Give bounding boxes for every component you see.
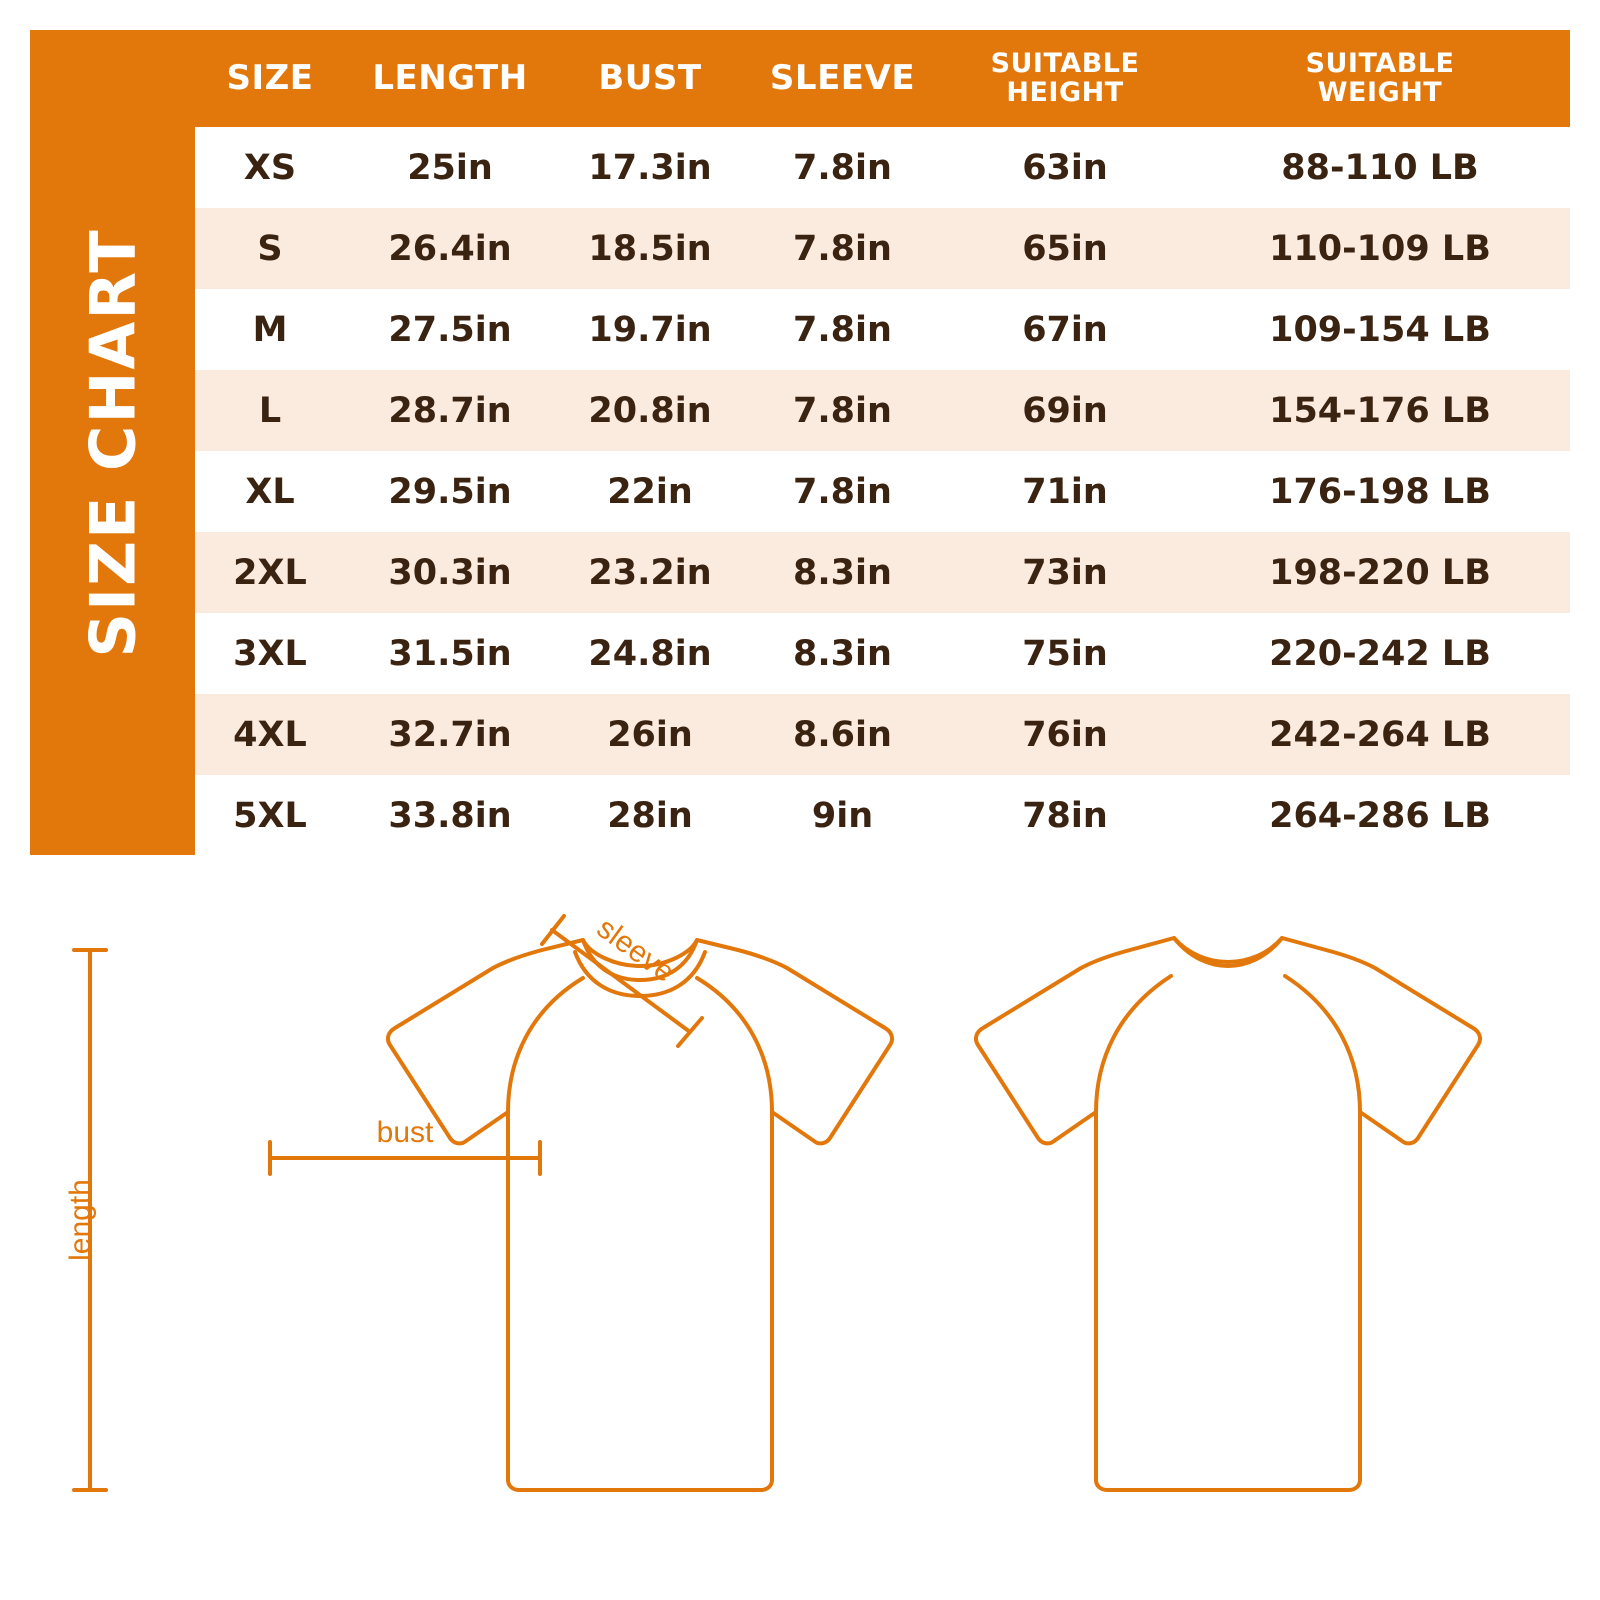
table-row [195, 127, 1570, 208]
cell-size: 2XL [195, 532, 345, 613]
cell-size: L [195, 370, 345, 451]
cell-weight: 154-176 LB [1190, 370, 1570, 451]
table-row [195, 532, 1570, 613]
table-row [195, 289, 1570, 370]
cell-length: 32.7in [345, 694, 555, 775]
cell-bust: 23.2in [555, 532, 745, 613]
cell-height: 65in [940, 208, 1190, 289]
cell-sleeve: 9in [745, 775, 940, 856]
column-header-suitable-height-line1: SUITABLE [990, 48, 1140, 80]
size-chart-block [30, 30, 1570, 855]
cell-weight: 109-154 LB [1190, 289, 1570, 370]
cell-size: 5XL [195, 775, 345, 856]
table-row [195, 451, 1570, 532]
cell-height: 75in [940, 613, 1190, 694]
table-header-row [195, 30, 1570, 127]
cell-weight: 264-286 LB [1190, 775, 1570, 856]
column-header-suitable-weight-line1: SUITABLE [1305, 48, 1455, 80]
table-row [195, 208, 1570, 289]
cell-size: M [195, 289, 345, 370]
column-header-suitable-height-line2: HEIGHT [1006, 76, 1124, 108]
cell-weight: 110-109 LB [1190, 208, 1570, 289]
size-chart-title-column [30, 30, 195, 855]
size-table-header [195, 30, 1570, 127]
cell-weight: 88-110 LB [1190, 127, 1570, 208]
cell-sleeve: 8.3in [745, 532, 940, 613]
cell-length: 25in [345, 127, 555, 208]
cell-sleeve: 7.8in [745, 289, 940, 370]
cell-size: 3XL [195, 613, 345, 694]
cell-bust: 18.5in [555, 208, 745, 289]
cell-bust: 24.8in [555, 613, 745, 694]
cell-sleeve: 8.6in [745, 694, 940, 775]
cell-bust: 28in [555, 775, 745, 856]
cell-length: 27.5in [345, 289, 555, 370]
column-header-size: SIZE [195, 30, 345, 127]
cell-length: 31.5in [345, 613, 555, 694]
cell-height: 76in [940, 694, 1190, 775]
cell-weight: 176-198 LB [1190, 451, 1570, 532]
column-header-sleeve: SLEEVE [745, 30, 940, 127]
cell-length: 26.4in [345, 208, 555, 289]
cell-size: XS [195, 127, 345, 208]
cell-bust: 19.7in [555, 289, 745, 370]
cell-length: 33.8in [345, 775, 555, 856]
cell-weight: 242-264 LB [1190, 694, 1570, 775]
cell-length: 30.3in [345, 532, 555, 613]
cell-bust: 26in [555, 694, 745, 775]
cell-sleeve: 7.8in [745, 208, 940, 289]
table-row [195, 694, 1570, 775]
cell-sleeve: 8.3in [745, 613, 940, 694]
tshirt-back-outline [976, 938, 1480, 1490]
cell-size: 4XL [195, 694, 345, 775]
bust-label: bust [376, 1116, 434, 1149]
cell-weight: 198-220 LB [1190, 532, 1570, 613]
cell-size: S [195, 208, 345, 289]
size-table [195, 30, 1570, 856]
cell-height: 67in [940, 289, 1190, 370]
column-header-suitable-height [940, 30, 1190, 127]
table-row [195, 775, 1570, 856]
size-table-body [195, 127, 1570, 856]
column-header-bust: BUST [555, 30, 745, 127]
cell-sleeve: 7.8in [745, 451, 940, 532]
sleeve-label: sleeve [590, 911, 681, 990]
cell-weight: 220-242 LB [1190, 613, 1570, 694]
cell-height: 69in [940, 370, 1190, 451]
page-title: SIZE CHART [76, 227, 149, 658]
cell-size: XL [195, 451, 345, 532]
table-row [195, 613, 1570, 694]
cell-height: 78in [940, 775, 1190, 856]
cell-sleeve: 7.8in [745, 127, 940, 208]
length-label: length [64, 1179, 97, 1261]
column-header-suitable-weight-line2: WEIGHT [1317, 76, 1443, 108]
cell-length: 29.5in [345, 451, 555, 532]
size-table-wrapper [195, 30, 1570, 855]
tshirt-measurement-diagram [30, 880, 1570, 1570]
cell-bust: 22in [555, 451, 745, 532]
table-row [195, 370, 1570, 451]
cell-sleeve: 7.8in [745, 370, 940, 451]
cell-length: 28.7in [345, 370, 555, 451]
column-header-suitable-weight [1190, 30, 1570, 127]
column-header-length: LENGTH [345, 30, 555, 127]
cell-height: 73in [940, 532, 1190, 613]
cell-bust: 17.3in [555, 127, 745, 208]
cell-height: 63in [940, 127, 1190, 208]
cell-bust: 20.8in [555, 370, 745, 451]
tshirt-front-outline [388, 940, 892, 1490]
cell-height: 71in [940, 451, 1190, 532]
